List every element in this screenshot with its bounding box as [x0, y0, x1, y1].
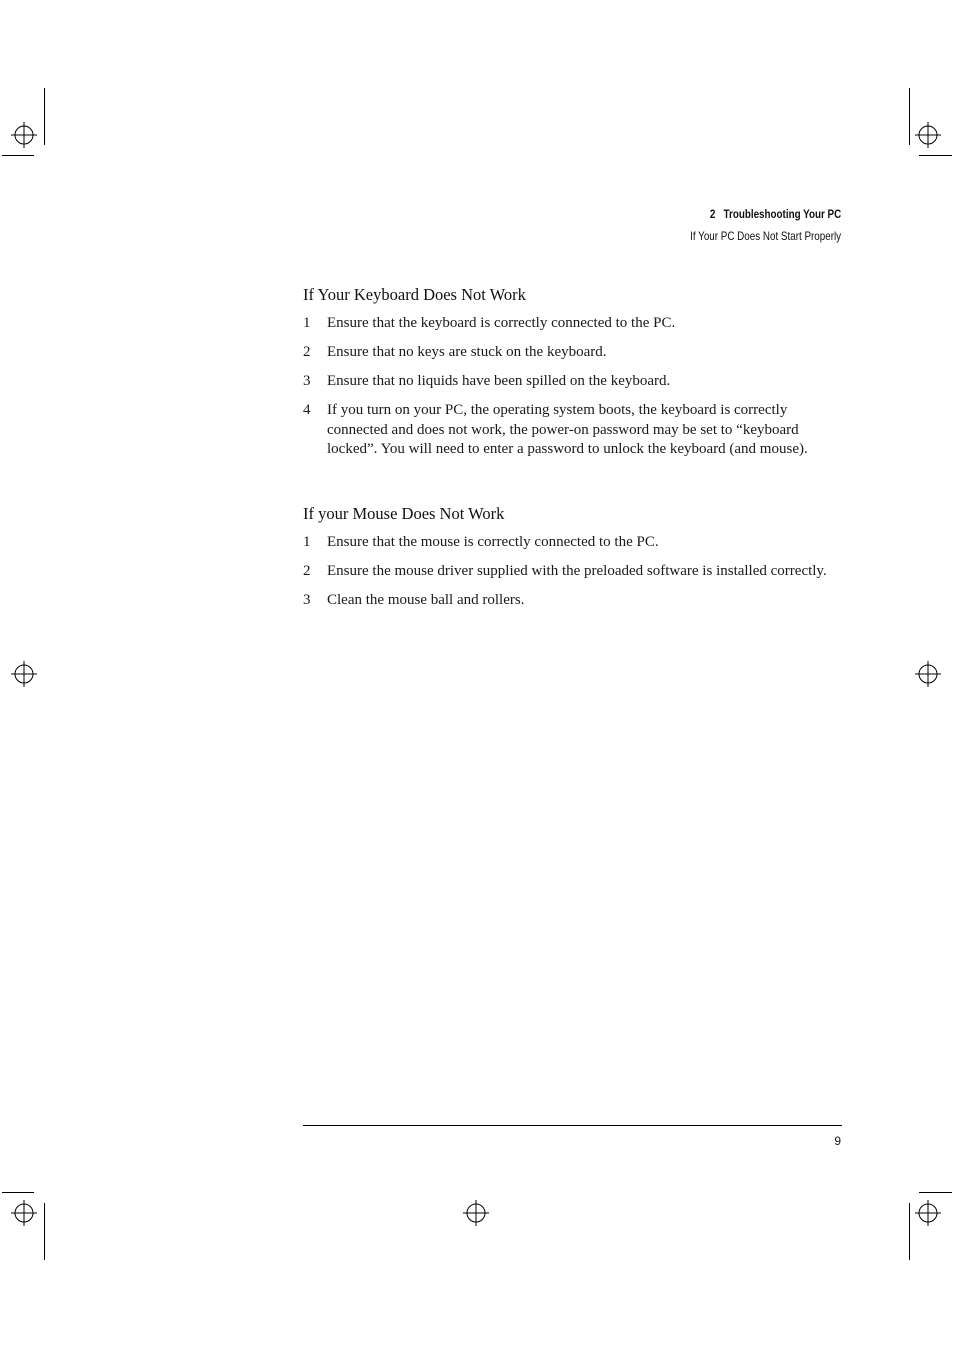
crop-mark-top-left-horizontal: [2, 155, 34, 156]
list-item-text: Ensure that the keyboard is correctly connected to the PC.: [327, 315, 676, 331]
running-header-chapter: 2 Troubleshooting Your PC: [709, 207, 841, 221]
list-item-number: 1: [303, 315, 311, 331]
list-item-number: 3: [303, 592, 311, 608]
list-item: [303, 401, 843, 460]
crop-mark-top-right-vertical: [909, 88, 910, 145]
crop-mark-top-left-vertical: [44, 88, 45, 145]
list-item-number: 4: [303, 402, 311, 418]
keyboard-steps-list: [303, 314, 843, 469]
list-item-number: 3: [303, 373, 311, 389]
crop-mark-bottom-left-vertical: [44, 1203, 45, 1260]
list-item: [303, 591, 843, 611]
list-item-number: 2: [303, 344, 311, 360]
registration-mark-icon: [11, 122, 37, 148]
registration-mark-icon: [11, 661, 37, 687]
list-item-text: Clean the mouse ball and rollers.: [327, 592, 525, 608]
crop-mark-top-right-horizontal: [919, 155, 952, 156]
registration-mark-icon: [463, 1200, 489, 1226]
list-item: [303, 533, 843, 553]
list-item-text: Ensure that no liquids have been spilled on the keyboard.: [327, 373, 671, 389]
crop-mark-bottom-right-vertical: [909, 1203, 910, 1260]
mouse-steps-list: [303, 533, 843, 620]
list-item: [303, 314, 843, 334]
list-item-text: Ensure that the mouse is correctly connected to the PC.: [327, 534, 659, 550]
page-number: 9: [834, 1134, 841, 1148]
list-item-number: 1: [303, 534, 311, 550]
running-header-section: If Your PC Does Not Start Properly: [690, 229, 841, 243]
keyboard-section-heading: If Your Keyboard Does Not Work: [303, 285, 526, 304]
list-item: [303, 372, 843, 392]
registration-mark-icon: [915, 1200, 941, 1226]
list-item-text: If you turn on your PC, the operating system boots, the keyboard is correctly connected and does not work, the power-on password may be set to “keyboard locked”. You will need to enter a password to unlock the keyboard (and mouse).: [327, 402, 808, 457]
crop-mark-bottom-left-horizontal: [2, 1192, 34, 1193]
registration-mark-icon: [915, 661, 941, 687]
mouse-section-heading: If your Mouse Does Not Work: [303, 504, 505, 523]
list-item: [303, 562, 843, 582]
registration-mark-icon: [11, 1200, 37, 1226]
registration-mark-icon: [915, 122, 941, 148]
list-item: [303, 343, 843, 363]
crop-mark-bottom-right-horizontal: [919, 1192, 952, 1193]
list-item-number: 2: [303, 563, 311, 579]
list-item-text: Ensure that no keys are stuck on the keyboard.: [327, 344, 607, 360]
footer-rule: [303, 1125, 842, 1126]
list-item-text: Ensure the mouse driver supplied with the preloaded software is installed correctly.: [327, 563, 827, 579]
